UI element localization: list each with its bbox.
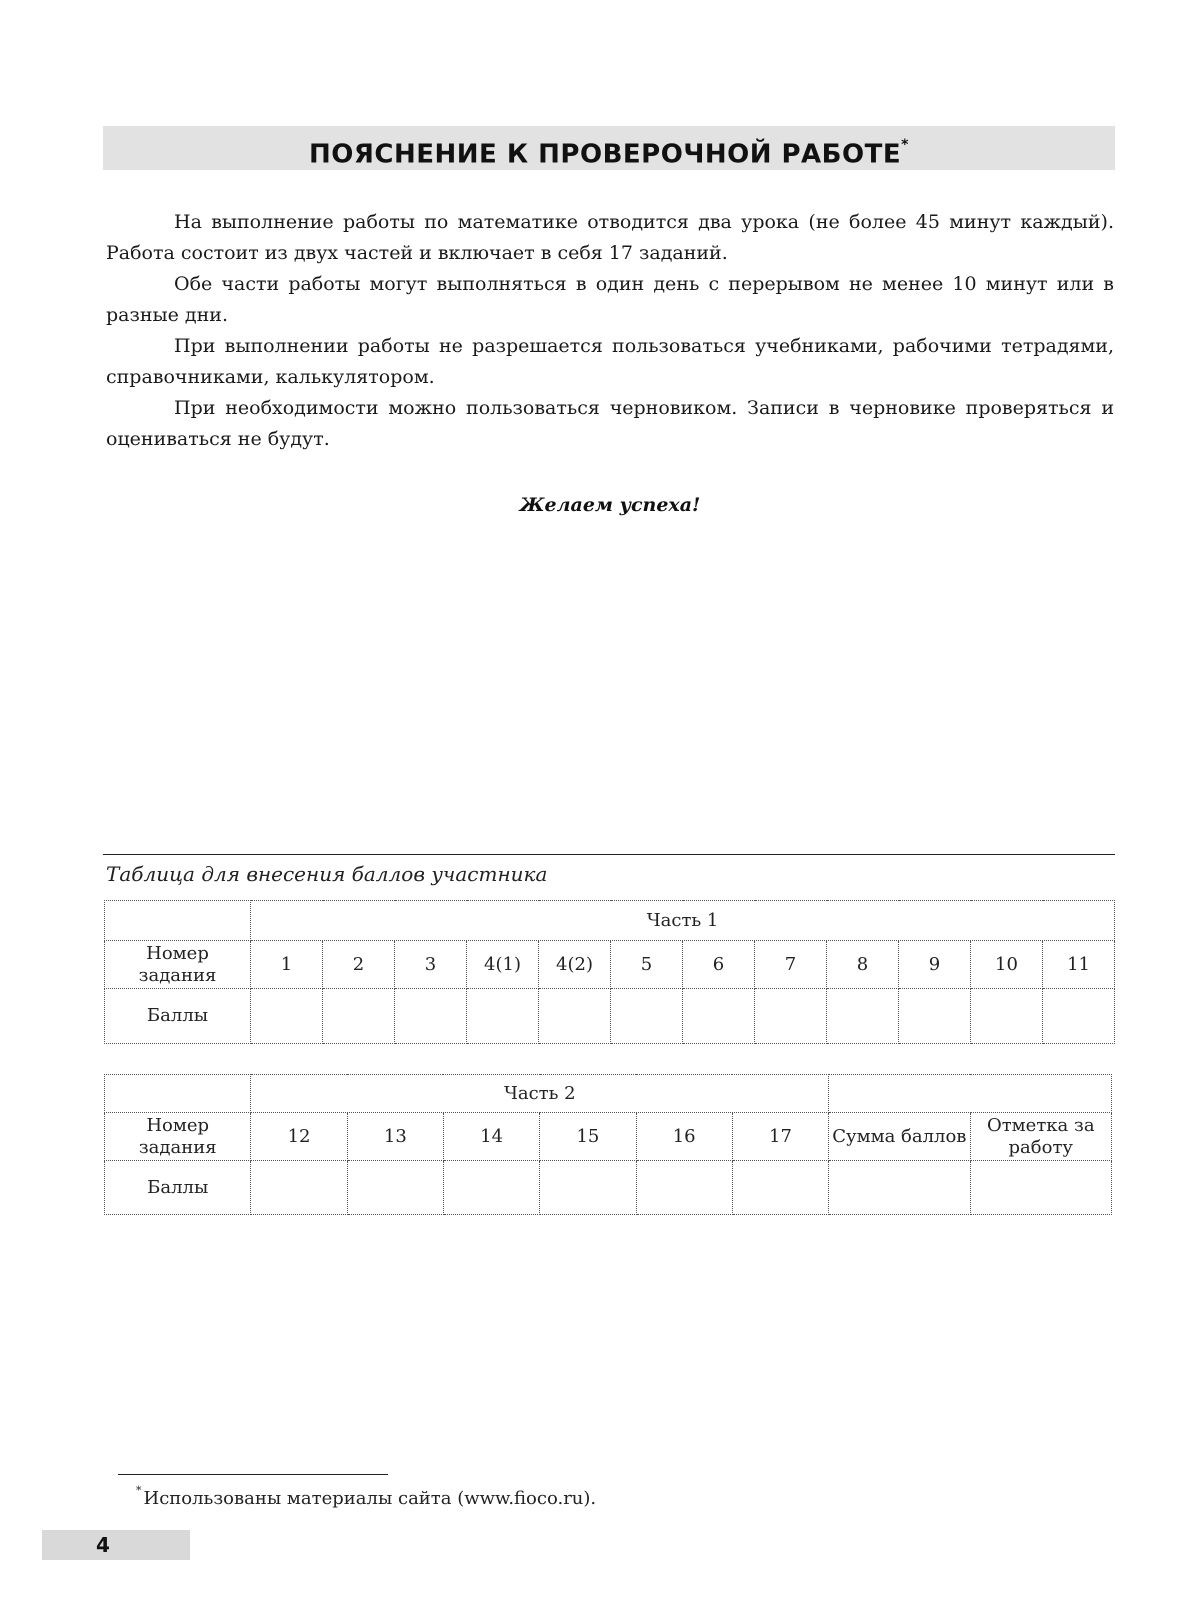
task-number-cell: 10 (971, 941, 1043, 989)
task-number-cell: 14 (443, 1113, 539, 1161)
footnote-rule (118, 1474, 388, 1475)
grade-entry-cell[interactable] (970, 1161, 1111, 1215)
part2-task-row-label: Номер задания (105, 1113, 251, 1161)
part1-task-row-label: Номер задания (105, 941, 251, 989)
sum-entry-cell[interactable] (829, 1161, 970, 1215)
part2-summary-header-cell (829, 1075, 1112, 1113)
score-entry-cell[interactable] (443, 1161, 539, 1215)
task-number-cell: 8 (827, 941, 899, 989)
task-number-cell: 15 (540, 1113, 636, 1161)
score-entry-cell[interactable] (540, 1161, 636, 1215)
score-entry-cell[interactable] (539, 989, 611, 1044)
task-number-cell: 12 (251, 1113, 347, 1161)
footnote-mark: * (136, 1484, 142, 1497)
score-entry-cell[interactable] (1043, 989, 1115, 1044)
score-entry-cell[interactable] (251, 989, 323, 1044)
grade-label-cell: Отметка за работу (970, 1113, 1111, 1161)
good-luck-text: Желаем успеха! (519, 494, 701, 516)
score-entry-cell[interactable] (732, 1161, 828, 1215)
paragraph-schedule: Обе части работы могут выполняться в один день с перерывом не менее 10 минут или в разные дни. (106, 273, 1114, 326)
table-top-rule (103, 854, 1115, 855)
title-footnote-mark: * (901, 137, 909, 153)
paragraph-draft: При необходимости можно пользоваться черновиком. Записи в черновике проверяться и оцениваться не будут. (106, 397, 1114, 450)
paragraph-restrictions: При выполнении работы не разрешается пользоваться учебниками, рабочими тетрадями, справочниками, калькулятором. (106, 335, 1114, 388)
score-entry-cell[interactable] (827, 989, 899, 1044)
score-entry-cell[interactable] (611, 989, 683, 1044)
page-title-text: ПОЯСНЕНИЕ К ПРОВЕРОЧНОЙ РАБОТЕ (309, 139, 902, 170)
score-entry-cell[interactable] (636, 1161, 732, 1215)
page-number-background (42, 1530, 190, 1560)
instructions-text (106, 207, 1114, 455)
score-entry-cell[interactable] (683, 989, 755, 1044)
task-number-cell: 6 (683, 941, 755, 989)
score-entry-cell[interactable] (347, 1161, 443, 1215)
part1-score-row-label: Баллы (105, 989, 251, 1044)
part1-label: Часть 1 (251, 901, 1115, 941)
task-number-cell: 13 (347, 1113, 443, 1161)
task-number-cell: 3 (395, 941, 467, 989)
score-entry-cell[interactable] (323, 989, 395, 1044)
footnote-text: Использованы материалы сайта (www.fioco.ru). (143, 1488, 597, 1509)
task-number-cell: 9 (899, 941, 971, 989)
score-entry-cell[interactable] (467, 989, 539, 1044)
sum-label-cell: Сумма баллов (829, 1113, 970, 1161)
task-number-cell: 17 (732, 1113, 828, 1161)
table-caption: Таблица для внесения баллов участника (106, 862, 548, 886)
page-number: 4 (96, 1533, 110, 1557)
part2-corner-cell (105, 1075, 251, 1113)
score-table-part1 (104, 900, 1115, 1044)
footnote (136, 1484, 597, 1509)
part2-score-row-label: Баллы (105, 1161, 251, 1215)
task-number-cell: 4(2) (539, 941, 611, 989)
score-entry-cell[interactable] (899, 989, 971, 1044)
score-entry-cell[interactable] (251, 1161, 347, 1215)
part2-label: Часть 2 (251, 1075, 829, 1113)
task-number-cell: 4(1) (467, 941, 539, 989)
part1-corner-cell (105, 901, 251, 941)
task-number-cell: 2 (323, 941, 395, 989)
task-number-cell: 11 (1043, 941, 1115, 989)
score-table-part2 (104, 1074, 1112, 1215)
task-number-cell: 5 (611, 941, 683, 989)
page-title (103, 126, 1115, 170)
task-number-cell: 16 (636, 1113, 732, 1161)
score-entry-cell[interactable] (395, 989, 467, 1044)
task-number-cell: 7 (755, 941, 827, 989)
score-entry-cell[interactable] (755, 989, 827, 1044)
paragraph-duration: На выполнение работы по математике отводится два урока (не более 45 минут каждый). Работа состоит из двух частей и включает в себя 17 заданий. (106, 211, 1114, 264)
score-entry-cell[interactable] (971, 989, 1043, 1044)
task-number-cell: 1 (251, 941, 323, 989)
